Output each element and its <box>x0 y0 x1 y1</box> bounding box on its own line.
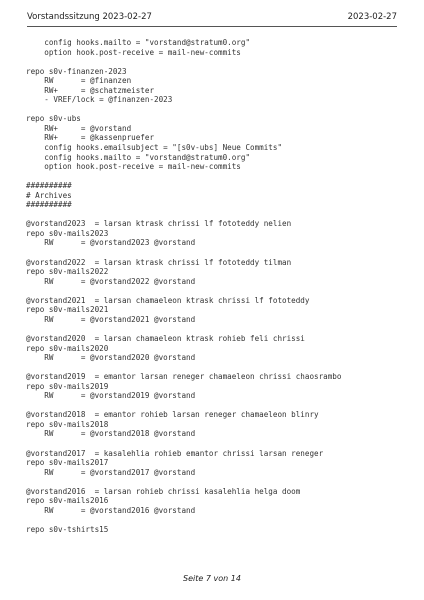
code-line: repo s0v-mails2016 <box>26 496 109 506</box>
code-line: repo s0v-mails2023 <box>26 228 109 238</box>
code-line: @vorstand2018 = emantor rohieb larsan reneger chamaeleon blinry <box>26 410 319 420</box>
code-line: RW = @vorstand2020 @vorstand <box>26 353 196 363</box>
code-line: repo s0v-mails2017 <box>26 458 109 468</box>
code-line: RW = @vorstand2018 @vorstand <box>26 429 196 439</box>
code-line: @vorstand2019 = emantor larsan reneger chamaeleon chrissi chaosrambo <box>26 372 342 382</box>
code-line: repo s0v-ubs <box>26 114 81 124</box>
config-code-block <box>26 38 404 534</box>
code-line: @vorstand2023 = larsan ktrask chrissi lf fototeddy nelien <box>26 219 292 229</box>
code-line <box>26 515 404 525</box>
code-line: repo s0v-mails2021 <box>26 305 109 315</box>
code-line: repo s0v-tshirts15 <box>26 524 109 534</box>
code-line: RW = @vorstand2023 @vorstand <box>26 238 196 248</box>
code-line: repo s0v-mails2020 <box>26 343 109 353</box>
code-line: repo s0v-mails2019 <box>26 381 109 391</box>
header-title: Vorstandssitzung 2023-02-27 <box>27 12 152 22</box>
code-line: option hook.post-receive = mail-new-commits <box>26 162 241 172</box>
code-line <box>26 210 404 220</box>
code-line: config hooks.mailto = "vorstand@stratum0.org" <box>26 152 251 162</box>
code-line: RW = @finanzen <box>26 76 132 86</box>
code-line: ########## <box>26 181 72 191</box>
code-line: ########## <box>26 200 72 210</box>
code-line <box>26 477 404 487</box>
code-line <box>26 439 404 449</box>
code-line: RW+ = @vorstand <box>26 123 132 133</box>
code-line: config hooks.mailto = "vorstand@stratum0.org" <box>26 38 251 47</box>
code-line: @vorstand2022 = larsan ktrask chrissi lf fototeddy tilman <box>26 257 292 267</box>
code-line <box>26 57 404 67</box>
code-line: @vorstand2017 = kasalehlia rohieb emantor chrissi larsan reneger <box>26 448 324 458</box>
code-line: repo s0v-mails2022 <box>26 267 109 277</box>
code-line: RW = @vorstand2021 @vorstand <box>26 314 196 324</box>
code-line: RW = @vorstand2019 @vorstand <box>26 391 196 401</box>
code-line: option hook.post-receive = mail-new-commits <box>26 47 241 57</box>
code-line: @vorstand2021 = larsan chamaeleon ktrask chrissi lf fototeddy <box>26 295 310 305</box>
code-line <box>26 248 404 258</box>
code-line <box>26 363 404 373</box>
code-line: config hooks.emailsubject = "[s0v-ubs] Neue Commits" <box>26 143 283 153</box>
code-line: RW = @vorstand2017 @vorstand <box>26 467 196 477</box>
code-line: RW = @vorstand2022 @vorstand <box>26 276 196 286</box>
code-line: RW+ = @kassenpruefer <box>26 133 155 143</box>
code-line <box>26 105 404 115</box>
code-line <box>26 286 404 296</box>
code-line <box>26 324 404 334</box>
header-date: 2023-02-27 <box>347 12 397 22</box>
code-line <box>26 172 404 182</box>
page-header <box>27 12 397 27</box>
page-number: Seite 7 von 14 <box>183 574 241 583</box>
code-line: repo s0v-finanzen-2023 <box>26 66 127 76</box>
code-line <box>26 401 404 411</box>
code-line: repo s0v-mails2018 <box>26 419 109 429</box>
code-line: @vorstand2020 = larsan chamaeleon ktrask rohieb feli chrissi <box>26 333 305 343</box>
code-line: - VREF/lock = @finanzen-2023 <box>26 95 173 105</box>
code-line: # Archives <box>26 190 72 200</box>
code-line: RW+ = @schatzmeister <box>26 85 155 95</box>
code-line: RW = @vorstand2016 @vorstand <box>26 505 196 515</box>
code-line: @vorstand2016 = larsan rohieb chrissi kasalehlia helga doom <box>26 486 301 496</box>
